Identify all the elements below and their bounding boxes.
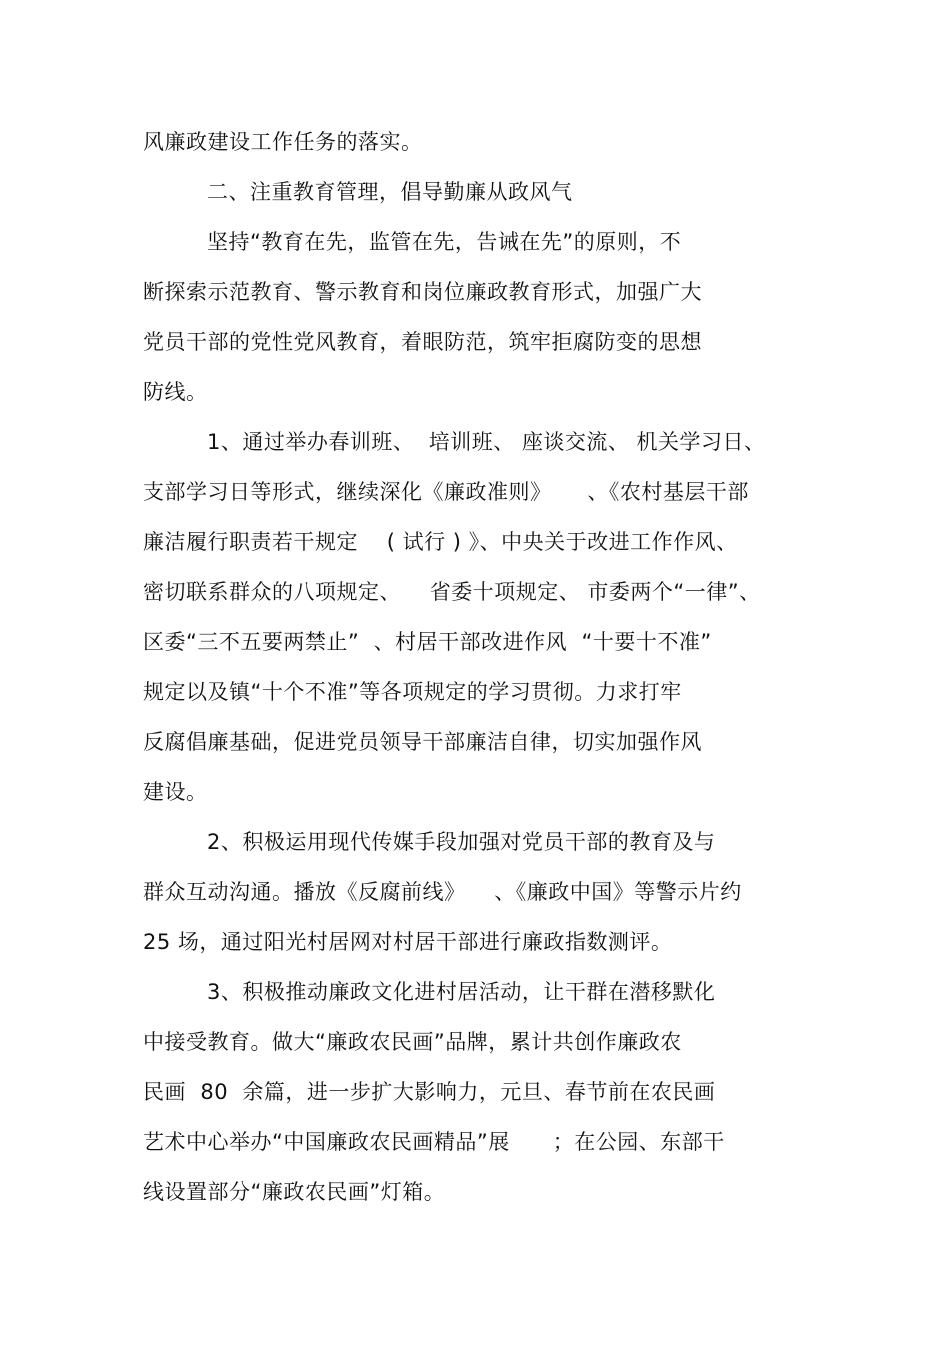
paragraph-line: 规定以及镇“十个不准”等各项规定的学习贯彻。力求打牢 (143, 680, 682, 704)
paragraph-line: 1、通过举办春训班、 培训班、 座谈交流、 机关学习日、 (207, 430, 766, 454)
paragraph-line: 线设置部分“廉政农民画”灯箱。 (143, 1180, 446, 1204)
paragraph-line: 防线。 (143, 380, 208, 404)
paragraph-line: 中接受教育。做大“廉政农民画”品牌，累计共创作廉政农 (143, 1030, 682, 1054)
paragraph-line: 群众互动沟通。播放《反腐前线》 、《廉政中国》等警示片约 (143, 880, 742, 904)
paragraph-line: 艺术中心举办“中国廉政农民画精品”展 ；在公园、东部干 (143, 1130, 725, 1154)
paragraph-line: 3、积极推动廉政文化进村居活动，让干群在潜移默化 (207, 980, 716, 1004)
paragraph-line: 区委“三不五要两禁止” 、村居干部改进作风 “十要十不准” (143, 630, 712, 654)
paragraph-line: 支部学习日等形式，继续深化《廉政准则》 、《农村基层干部 (143, 480, 749, 504)
section-heading: 二、注重教育管理，倡导勤廉从政风气 (207, 180, 573, 204)
paragraph-line: 断探索示范教育、警示教育和岗位廉政教育形式，加强广大 (143, 280, 702, 304)
paragraph-line: 2、积极运用现代传媒手段加强对党员干部的教育及与 (207, 830, 716, 854)
paragraph-line: 坚持“教育在先，监管在先，告诫在先”的原则，不 (207, 230, 682, 254)
paragraph-line: 风廉政建设工作任务的落实。 (143, 130, 423, 154)
paragraph-line: 反腐倡廉基础，促进党员领导干部廉洁自律，切实加强作风 (143, 730, 702, 754)
paragraph-line: 党员干部的党性党风教育，着眼防范，筑牢拒腐防变的思想 (143, 330, 702, 354)
paragraph-line: 建设。 (143, 780, 208, 804)
paragraph-line: 廉洁履行职责若干规定 ( 试行 ) 》、中央关于改进工作作风、 (143, 530, 738, 554)
paragraph-line: 25 场，通过阳光村居网对村居干部进行廉政指数测评。 (143, 930, 673, 954)
paragraph-line: 密切联系群众的八项规定、 省委十项规定、 市委两个“一律”、 (143, 580, 761, 604)
paragraph-line: 民画 80 余篇，进一步扩大影响力，元旦、春节前在农民画 (143, 1080, 716, 1104)
